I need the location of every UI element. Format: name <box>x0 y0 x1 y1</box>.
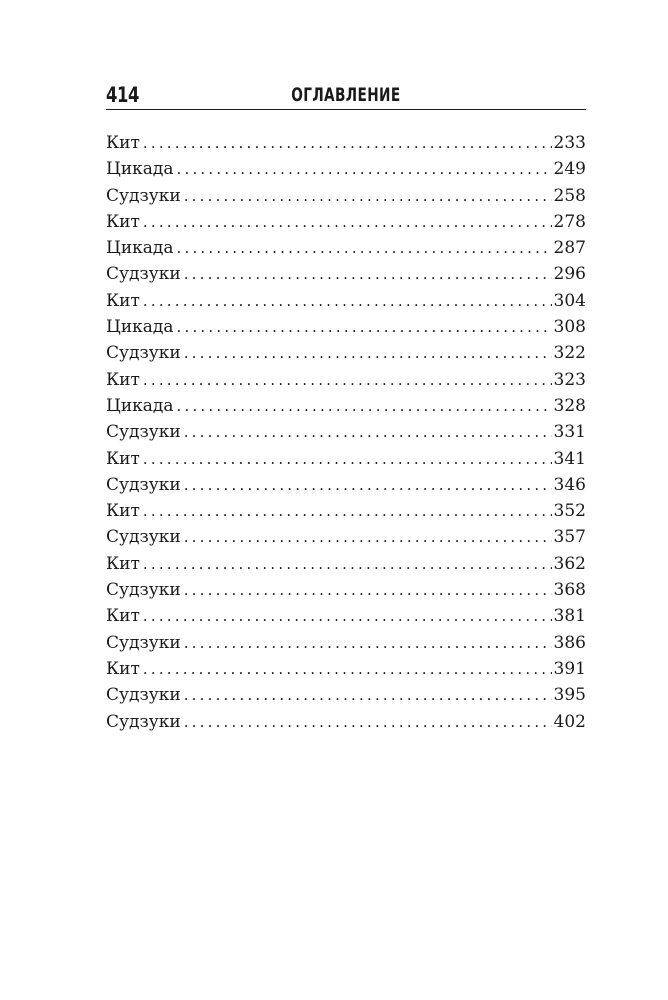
toc-entry-page: 402 <box>553 711 586 732</box>
toc-entry-page: 346 <box>553 474 586 495</box>
toc-entry-page: 323 <box>553 369 586 390</box>
toc-entry <box>106 288 586 314</box>
table-of-contents <box>106 130 586 735</box>
dot-leader <box>184 419 552 445</box>
toc-entry <box>106 183 586 209</box>
toc-entry-title: Судзуки <box>106 632 181 653</box>
toc-entry-page: 362 <box>553 553 586 574</box>
toc-entry-page: 341 <box>553 448 586 469</box>
dot-leader <box>143 367 552 393</box>
toc-entry <box>106 367 586 393</box>
toc-entry-title: Судзуки <box>106 264 181 285</box>
toc-entry-title: Судзуки <box>106 527 181 548</box>
dot-leader <box>184 630 552 656</box>
dot-leader <box>184 261 552 287</box>
toc-entry-title: Кит <box>106 658 140 679</box>
toc-entry-page: 322 <box>553 343 586 364</box>
toc-entry <box>106 472 586 498</box>
toc-entry-page: 391 <box>553 658 586 679</box>
toc-entry-title: Кит <box>106 606 140 627</box>
toc-entry-title: Судзуки <box>106 185 181 206</box>
toc-entry-page: 233 <box>553 133 586 153</box>
running-header <box>106 82 586 110</box>
toc-entry-title: Кит <box>106 290 140 311</box>
toc-entry <box>106 340 586 366</box>
toc-entry-page: 328 <box>553 395 586 416</box>
toc-entry <box>106 130 586 156</box>
toc-entry-title: Кит <box>106 553 140 574</box>
dot-leader <box>184 577 552 603</box>
toc-entry-title: Судзуки <box>106 343 181 364</box>
toc-entry-page: 304 <box>553 290 586 311</box>
toc-entry-title: Кит <box>106 448 140 469</box>
toc-entry-title: Цикада <box>106 238 174 259</box>
dot-leader <box>184 340 552 366</box>
toc-entry <box>106 577 586 603</box>
toc-entry-title: Судзуки <box>106 685 181 706</box>
page-number: 414 <box>106 83 140 107</box>
toc-entry-page: 249 <box>553 159 586 180</box>
toc-entry-title: Судзуки <box>106 474 181 495</box>
toc-entry <box>106 446 586 472</box>
toc-entry-title: Кит <box>106 501 140 522</box>
toc-entry-page: 386 <box>553 632 586 653</box>
toc-entry <box>106 709 586 735</box>
dot-leader <box>143 130 552 156</box>
dot-leader <box>177 235 552 261</box>
toc-entry-page: 331 <box>553 422 586 443</box>
dot-leader <box>143 656 552 682</box>
toc-entry-title: Судзуки <box>106 711 181 732</box>
toc-entry-page: 357 <box>553 527 586 548</box>
dot-leader <box>184 524 552 550</box>
toc-entry-page: 368 <box>553 580 586 601</box>
toc-entry-title: Цикада <box>106 317 174 338</box>
toc-entry <box>106 656 586 682</box>
toc-entry-page: 381 <box>553 606 586 627</box>
running-title <box>106 82 586 108</box>
dot-leader <box>177 393 552 419</box>
dot-leader <box>143 551 552 577</box>
toc-entry <box>106 603 586 629</box>
dot-leader <box>143 603 552 629</box>
toc-entry-page: 395 <box>553 685 586 706</box>
toc-entry <box>106 498 586 524</box>
toc-entry <box>106 393 586 419</box>
toc-entry-title: Цикада <box>106 159 174 180</box>
dot-leader <box>143 446 552 472</box>
toc-entry-page: 278 <box>553 211 586 232</box>
toc-entry-title: Кит <box>106 211 140 232</box>
toc-entry-page: 308 <box>553 317 586 338</box>
dot-leader <box>143 498 552 524</box>
dot-leader <box>184 709 552 735</box>
dot-leader <box>184 472 552 498</box>
toc-entry <box>106 261 586 287</box>
toc-entry <box>106 156 586 182</box>
toc-entry-title: Цикада <box>106 395 174 416</box>
toc-entry <box>106 551 586 577</box>
toc-entry <box>106 630 586 656</box>
toc-entry <box>106 524 586 550</box>
toc-entry-title: Кит <box>106 133 140 153</box>
dot-leader <box>177 156 552 182</box>
header-rule <box>106 109 586 110</box>
running-title-text: ОГЛАВЛЕНИЕ <box>291 84 401 106</box>
toc-entry <box>106 209 586 235</box>
toc-entry-title: Судзуки <box>106 580 181 601</box>
toc-entry-page: 296 <box>553 264 586 285</box>
toc-entry <box>106 235 586 261</box>
toc-entry-page: 287 <box>553 238 586 259</box>
dot-leader <box>184 682 552 708</box>
toc-entry <box>106 682 586 708</box>
toc-entry-page: 258 <box>553 185 586 206</box>
dot-leader <box>184 183 552 209</box>
dot-leader <box>143 288 552 314</box>
dot-leader <box>177 314 552 340</box>
toc-entry <box>106 314 586 340</box>
toc-entry <box>106 419 586 445</box>
toc-entry-title: Кит <box>106 369 140 390</box>
dot-leader <box>143 209 552 235</box>
toc-entry-page: 352 <box>553 501 586 522</box>
toc-entry-title: Судзуки <box>106 422 181 443</box>
